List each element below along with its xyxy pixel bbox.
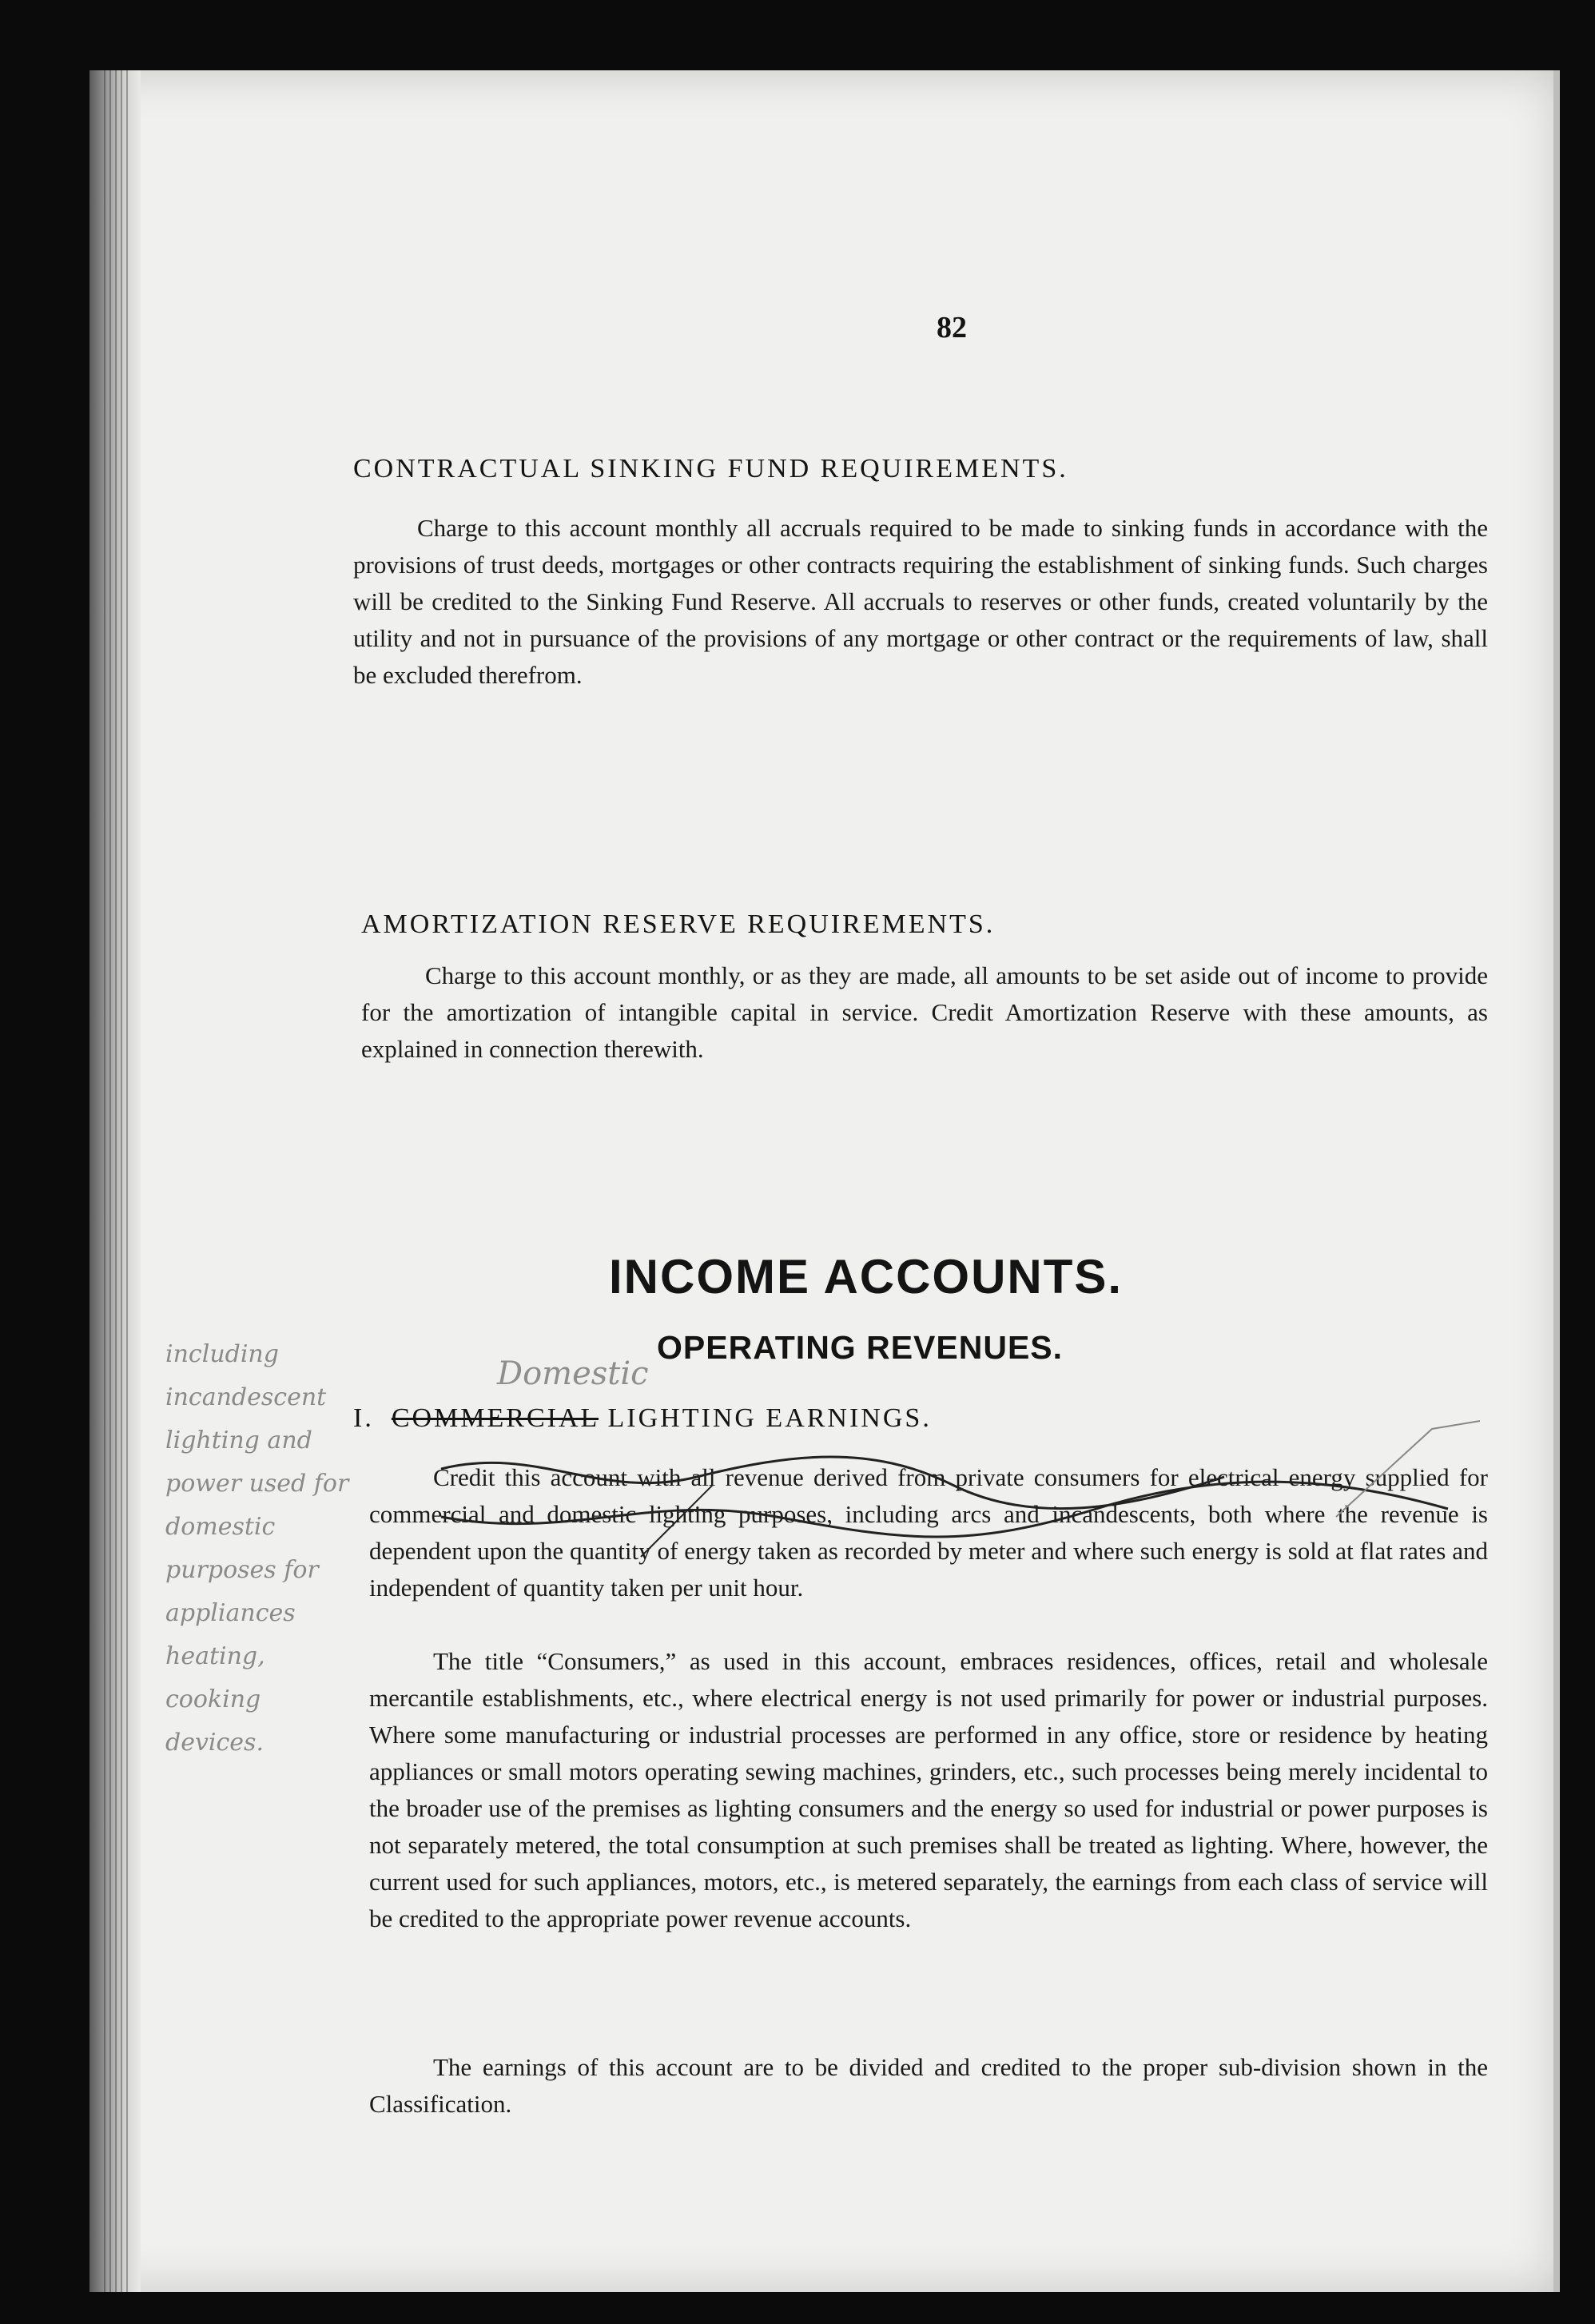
amortization-text: Charge to this account monthly, or as they are made, all amounts to be set aside out of income to provide for the amortization of intangible capital in service. Credit Amortization Reserve with these amounts, as explained in connection therewith. (361, 961, 1488, 1063)
income-accounts-heading: INCOME ACCOUNTS. (609, 1250, 1124, 1303)
account-paragraph-1: Credit this account with all revenue derived from private consumers for electrical energy supplied for commercial and domestic lighting purposes, including arcs and incandescents, both where the revenue is dependent upon the quantity of energy taken as recorded by meter and where such energy is sold at flat rates and independent of quantity taken per unit hour. (369, 1463, 1488, 1602)
book-spine (89, 70, 141, 2292)
page-edge (1553, 70, 1560, 2292)
operating-revenues-heading: OPERATING REVENUES. (657, 1329, 1064, 1366)
handwritten-insert: Domestic (497, 1355, 649, 1392)
page-number: 82 (937, 311, 967, 344)
amortization-heading: AMORTIZATION RESERVE REQUIREMENTS. (361, 909, 996, 939)
margin-note: including incandescent lighting and power used for domestic purposes for appliances heating, cooking devices. (165, 1340, 349, 1757)
pen-strikethrough-marks (89, 70, 1560, 2292)
sinking-fund-text: Charge to this account monthly all accruals required to be made to sinking funds in accordance with the provisions of trust deeds, mortgages or other contracts requiring the establishment of sinking funds. Such charges will be credited to the Sinking Fund Reserve. All accruals to reserves or other funds, created voluntarily by the utility and not in pursuance of the provisions of any mortgage or other contract or the requirements of law, shall be excluded therefrom. (353, 514, 1488, 689)
account-title (353, 1403, 932, 1434)
book-page (89, 70, 1560, 2292)
account-paragraph-3: The earnings of this account are to be divided and credited to the proper sub-division shown in the Classification. (369, 2053, 1488, 2118)
sinking-fund-heading: CONTRACTUAL SINKING FUND REQUIREMENTS. (353, 454, 1068, 484)
struck-word: COMMERCIAL (391, 1403, 599, 1433)
account-paragraph-2: The title “Consumers,” as used in this account, embraces residences, offices, retail and wholesale mercantile establishments, etc., where electrical energy is not used primarily for power or industrial purposes. Where some manufacturing or industrial processes are performed in any office, store or residence by heating appliances or small motors operating sewing machines, grinders, etc., such processes being merely incidental to the broader use of the premises as lighting consumers and the energy so used for industrial or power purposes is not separately metered, the total consumption at such premises shall be treated as lighting. Where, however, the current used for such appliances, motors, etc., is metered separately, the earnings from each class of service will be credited to the appropriate power revenue accounts. (369, 1647, 1488, 1932)
account-number: I. (353, 1403, 374, 1433)
account-title-rest: LIGHTING EARNINGS. (607, 1403, 932, 1433)
